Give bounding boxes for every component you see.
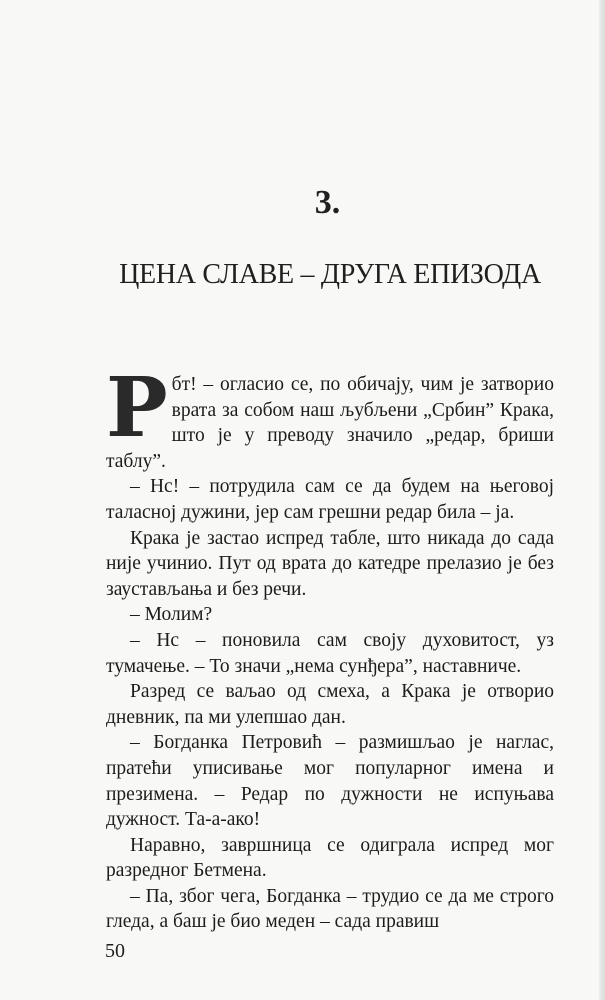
paragraph-6: Разред се ваљао од смеха, а Крака је отворио дневник, па ми улепшао дан. <box>106 681 554 728</box>
paragraph-1 <box>106 360 554 474</box>
paragraph-5: – Нс – поновила сам своју духовитост, уз тумачење. – То значи „нема сунђера”, наставниче. <box>106 629 554 677</box>
chapter-body <box>106 360 554 935</box>
paragraph-4: – Молим? <box>130 604 213 626</box>
chapter-number: 3. <box>314 184 341 221</box>
chapter-title: ЦЕНА СЛАВЕ – ДРУГА ЕПИЗОДА <box>119 259 541 290</box>
paragraph-9: – Па, због чега, Богданка – трудио се да ме строго гледа, а баш је био меден – сада правиш <box>106 885 554 933</box>
paragraph-3: Крака је застао испред табле, што никада до сада није учинио. Пут од врата до катедре прелазио је без заустављања и без речи. <box>106 527 554 600</box>
paragraph-1-text: бт! – огласио се, по обичају, чим је затворио врата за собом наш љубљени „Србин” Крака, што је у преводу значило „редар, бриши таблу”. <box>106 374 554 472</box>
page-number: 50 <box>105 940 125 962</box>
paragraph-2: – Нс! – потрудила сам се да будем на његовој таласној дужини, јер сам грешни редар била – ја. <box>106 476 554 523</box>
paragraph-8: Наравно, завршница се одиграла испред мог разредног Бетмена. <box>106 834 554 882</box>
page-edge-shadow <box>599 0 605 1000</box>
drop-cap: Р <box>106 360 168 456</box>
paragraph-7: – Богданка Петровић – размишљао је наглас, пратећи уписивање мог популарног имена и презимена. – Редар по дужности не испуњава дужност. Та-а-ако! <box>106 732 554 831</box>
